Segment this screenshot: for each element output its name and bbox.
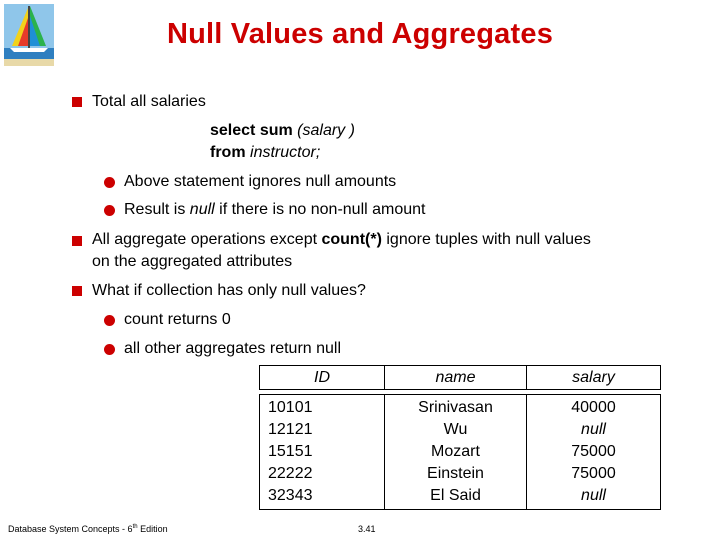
name-cell: Wu [443, 421, 468, 438]
code-line-from [210, 142, 320, 164]
bullet-aggregate-ops-line2: on the aggregated attributes [92, 253, 293, 270]
sub-bullet-marker [104, 315, 115, 326]
bullet-only-null-values: What if collection has only null values? [92, 282, 366, 299]
table-header-id: ID [259, 365, 385, 390]
salary-cell: 75000 [571, 465, 616, 482]
code-keyword-select: select sum [210, 122, 293, 139]
footer-book-title: Database System Concepts - 6th Edition [8, 524, 168, 534]
name-cell: Einstein [427, 465, 484, 482]
table-column-id [259, 394, 385, 510]
id-cell: 10101 [268, 399, 313, 416]
code-arg-salary: (salary ) [297, 122, 355, 139]
id-cell: 12121 [268, 421, 313, 438]
sub-bullet-other-aggregates: all other aggregates return null [124, 340, 342, 357]
bullet-marker [72, 97, 82, 107]
sub-bullet-ignores-null: Above statement ignores null amounts [124, 173, 397, 190]
sub-bullet-marker [104, 344, 115, 355]
code-arg-instructor: instructor; [250, 144, 321, 161]
table-header-name: name [385, 365, 527, 390]
code-keyword-from: from [210, 144, 246, 161]
id-cell: 15151 [268, 443, 313, 460]
table-column-name [385, 394, 527, 510]
table-header-salary: salary [527, 365, 661, 390]
name-cell: Mozart [431, 443, 480, 460]
name-cell: El Said [430, 487, 481, 504]
name-cell: Srinivasan [418, 399, 493, 416]
bullet-total-salaries: Total all salaries [92, 93, 206, 110]
table-column-salary [527, 394, 661, 510]
id-cell: 22222 [268, 465, 313, 482]
sub-bullet-marker [104, 205, 115, 216]
bullet-marker [72, 236, 82, 246]
salary-cell: null [581, 421, 606, 438]
sub-bullet-marker [104, 177, 115, 188]
bullet-marker [72, 286, 82, 296]
page-title: Null Values and Aggregates [166, 18, 554, 50]
code-line-select [210, 120, 355, 142]
salary-cell: 75000 [571, 443, 616, 460]
salary-cell: 40000 [571, 399, 616, 416]
sub-bullet-result-null: Result is null if there is no non-null amount [124, 201, 426, 218]
footer-page-number: 3.41 [358, 524, 376, 534]
id-cell: 32343 [268, 487, 313, 504]
salary-cell: null [581, 487, 606, 504]
sub-bullet-count-returns: count returns 0 [124, 311, 231, 328]
bullet-aggregate-ops: All aggregate operations except count(*) ignore tuples with null values [92, 231, 591, 248]
